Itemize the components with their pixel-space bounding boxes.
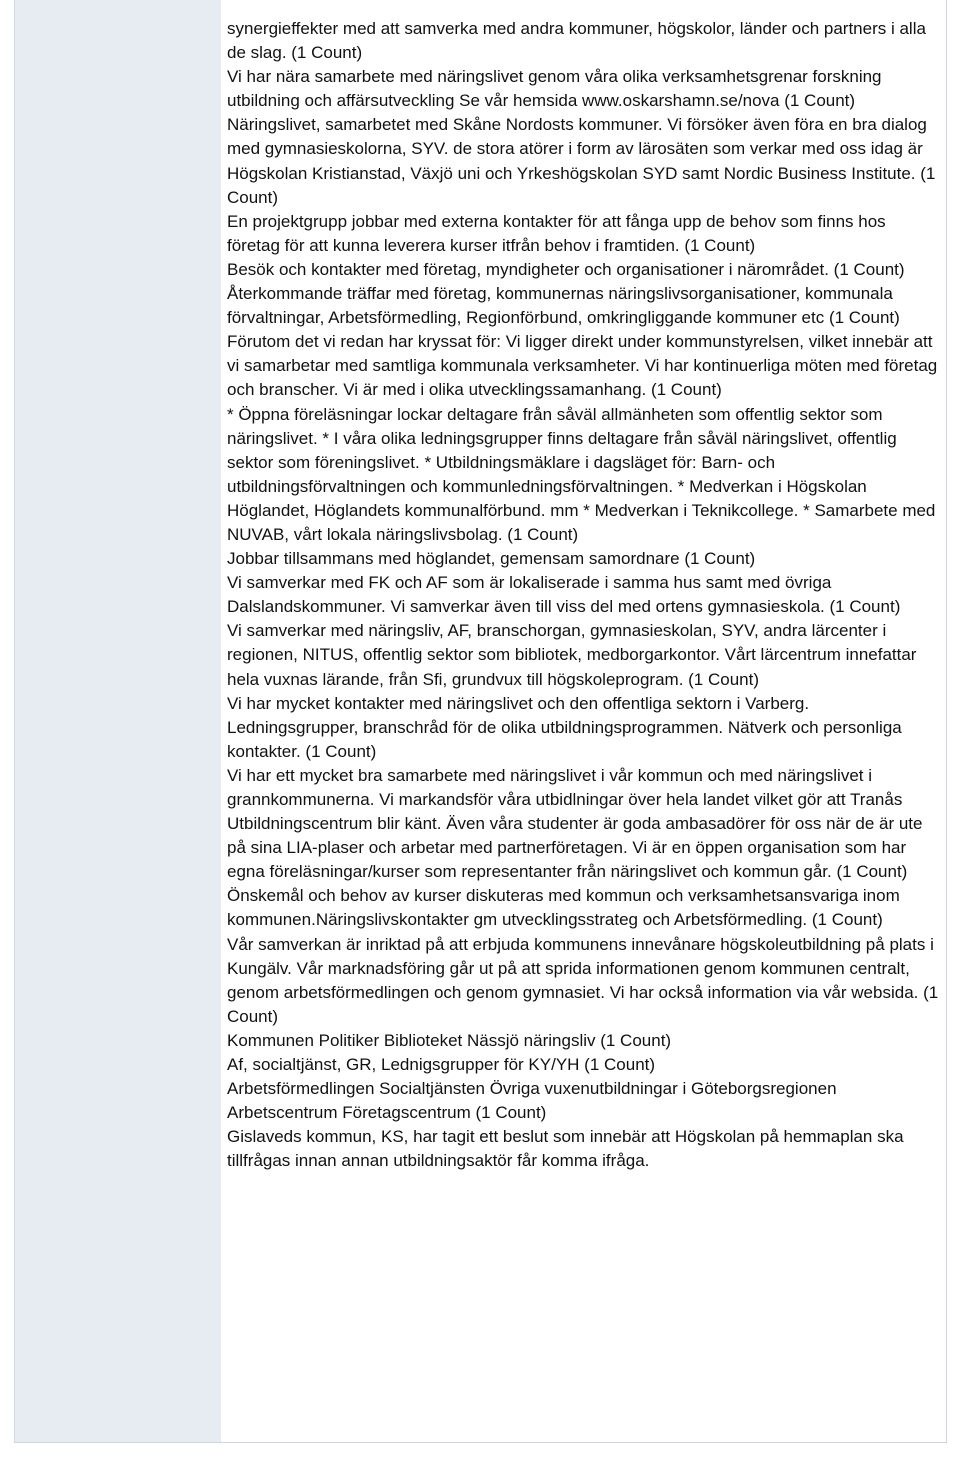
left-label-column [14, 0, 221, 1442]
response-paragraph: Vi har nära samarbete med näringslivet genom våra olika verksamhetsgrenar forskning utbildning och affärsutveckling Se vår hemsida www.oskarshamn.se/nova (1 Count) [227, 67, 882, 111]
bottom-border [14, 1442, 947, 1443]
response-paragraph: Kommunen Politiker Biblioteket Nässjö näringsliv (1 Count) [227, 1030, 672, 1050]
response-paragraph: Arbetsförmedlingen Socialtjänsten Övriga vuxenutbildningar i Göteborgsregionen Arbetscentrum Företagscentrum (1 Count) [227, 1079, 837, 1123]
response-paragraph: Jobbar tillsammans med höglandet, gemensam samordnare (1 Count) [227, 549, 756, 569]
response-paragraph: En projektgrupp jobbar med externa kontakter för att fånga upp de behov som finns hos företag för att kunna leverera kurser itfrån behov i framtiden. (1 Count) [227, 211, 886, 255]
response-paragraph: Näringslivet, samarbetet med Skåne Nordosts kommuner. Vi försöker även föra en bra dialog med gymnasieskolorna, SYV. de stora atörer i form av lärosäten som verkar med oss idag är Högskolan Kristianstad, Växjö uni och Yrkeshögskolan SYD samt Nordic Business Institute. (1 Count) [227, 115, 936, 207]
response-paragraph: Förutom det vi redan har kryssat för: Vi ligger direkt under kommunstyrelsen, vilket innebär att vi samarbetar med samtliga kommunala verksamheter. Vi har kontinuerliga möten med företag och branscher. Vi är med i olika utvecklingssamanhang. (1 Count) [227, 332, 938, 400]
response-text-cell [227, 17, 943, 1174]
right-border [946, 0, 947, 1442]
response-paragraph: Önskemål och behov av kurser diskuteras med kommun och verksamhetsansvariga inom kommunen.Näringslivskontakter gm utvecklingsstrateg och Arbetsförmedling. (1 Count) [227, 886, 900, 930]
response-paragraph: Vi har mycket kontakter med näringslivet och den offentliga sektorn i Varberg. Ledningsgrupper, branschråd för de olika utbildningsprogrammen. Nätverk och personliga kontakter. (1 Count) [227, 693, 902, 761]
response-paragraph: * Öppna föreläsningar lockar deltagare från såväl allmänheten som offentlig sektor som näringslivet. * I våra olika ledningsgrupper finns deltagare från såväl näringslivet, offentlig sektor som föreningslivet. * Utbildningsmäklare i dagsläget för: Barn- och utbildningsförvaltningen och kommunledningsförvaltningen. * Medverkan i Högskolan Höglandet, Höglandets kommunalförbund. mm * Medverkan i Teknikcollege. * Samarbete med NUVAB, vårt lokala näringslivsbolag. (1 Count) [227, 404, 936, 544]
response-paragraph: Gislaveds kommun, KS, har tagit ett beslut som innebär att Högskolan på hemmaplan ska tillfrågas innan annan utbildningsaktör får komma ifråga. [227, 1127, 904, 1171]
response-paragraph: Af, socialtjänst, GR, Lednigsgrupper för KY/YH (1 Count) [227, 1055, 656, 1075]
response-paragraph: Besök och kontakter med företag, myndigheter och organisationer i närområdet. (1 Count) [227, 259, 905, 279]
response-paragraph: Vår samverkan är inriktad på att erbjuda kommunens innevånare högskoleutbildning på plats i Kungälv. Vår marknadsföring går ut på att sprida informationen genom kommunen centralt, genom arbetsförmedlingen och genom gymnasiet. Vi har också information via vår websida. (1 Count) [227, 934, 939, 1026]
response-paragraph: Återkommande träffar med företag, kommunernas näringslivsorganisationer, kommunala förvaltningar, Arbetsförmedling, Regionförbund, omkringliggande kommuner etc (1 Count) [227, 284, 900, 328]
response-paragraph: Vi samverkar med FK och AF som är lokaliserade i samma hus samt med övriga Dalslandskommuner. Vi samverkar även till viss del med ortens gymnasieskola. (1 Count) [227, 573, 901, 617]
response-paragraph: synergieffekter med att samverka med andra kommuner, högskolor, länder och partners i alla de slag. (1 Count) [227, 19, 926, 63]
response-paragraph: Vi har ett mycket bra samarbete med näringslivet i vår kommun och med näringslivet i grannkommunerna. Vi markandsför våra utbidlningar över hela landet vilket gör att Tranås Utbildningscentrum blir känt. Även våra studenter är goda ambasadörer för oss när de är ute på sina LIA-plaser och arbetar med partnerföretagen. Vi är en öppen organisation som har egna föreläsningar/kurser som representanter från näringslivet och kommun går. (1 Count) [227, 765, 923, 882]
response-paragraph: Vi samverkar med näringsliv, AF, branschorgan, gymnasieskolan, SYV, andra lärcenter i regionen, NITUS, offentlig sektor som bibliotek, medborgarkontor. Vårt lärcentrum innefattar hela vuxnas lärande, från Sfi, grundvux till högskoleprogram. (1 Count) [227, 621, 917, 689]
